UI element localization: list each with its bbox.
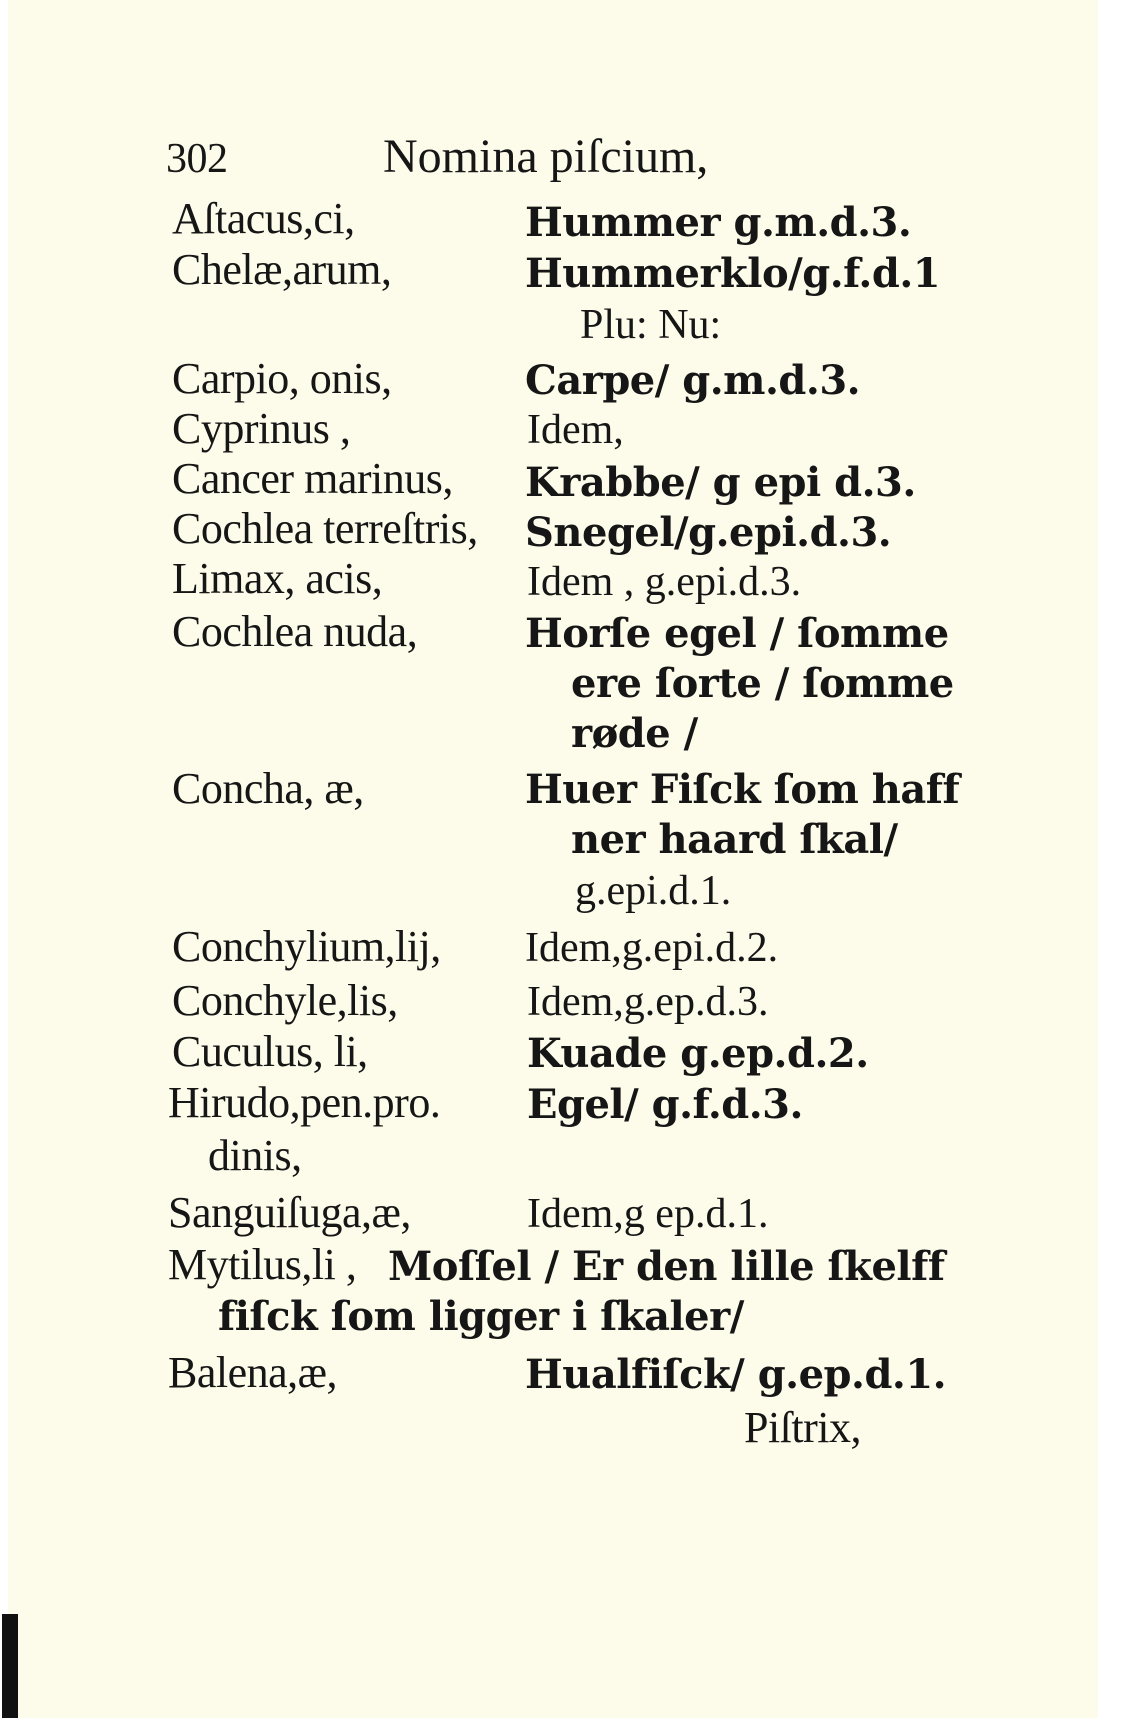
entry-danish: Moſſel / Er den lille ſkelff: [388, 1243, 945, 1290]
entry-latin: Conchyle,lis,: [172, 976, 398, 1025]
entry-latin: Hirudo,pen.pro.: [168, 1078, 441, 1127]
entry-latin: Cancer marinus,: [172, 454, 453, 503]
entry-danish: Hummer g.m.d.3.: [525, 199, 912, 246]
entry-danish: Idem,g ep.d.1.: [527, 1191, 769, 1237]
entry-latin: Aſtacus,ci,: [172, 194, 355, 243]
entry-danish: Idem,g.epi.d.2.: [525, 925, 779, 971]
entry-danish-cont: g.epi.d.1.: [575, 868, 732, 914]
entry-latin: Cuculus, li,: [172, 1027, 368, 1076]
entry-latin: Limax, acis,: [172, 554, 383, 603]
entry-danish: Hualfiſck/ g.ep.d.1.: [525, 1351, 947, 1398]
entry-latin: Cochlea nuda,: [172, 607, 418, 656]
entry-danish: Carpe/ g.m.d.3.: [525, 357, 861, 404]
entry-latin: Cochlea terreſtris,: [172, 504, 478, 553]
scan-edge-mark: [2, 1614, 18, 1718]
entry-latin: Carpio, onis,: [172, 354, 392, 403]
entry-danish: Huer Fiſck ſom haff: [525, 766, 960, 813]
entry-danish-cont: fiſck ſom ligger i ſkaler/: [218, 1293, 744, 1340]
entry-danish: Idem,: [527, 407, 624, 453]
entry-latin: Mytilus,li ,: [168, 1240, 357, 1289]
entry-danish: Krabbe/ g epi d.3.: [525, 459, 916, 506]
entry-danish: Egel/ g.f.d.3.: [527, 1081, 803, 1128]
entry-danish: Hummerklo/g.f.d.1: [525, 250, 941, 297]
entry-danish-cont: ner haard ſkal/: [571, 816, 898, 863]
page-number: 302: [166, 136, 228, 182]
entry-danish: Horſe egel / ſomme: [525, 610, 949, 657]
book-page: [8, 0, 1098, 1718]
entry-latin: Balena,æ,: [168, 1348, 338, 1397]
entry-latin: Conchylium,lij,: [172, 922, 441, 971]
running-title: Nomina piſcium,: [383, 130, 709, 183]
entry-latin: Concha, æ,: [172, 764, 364, 813]
entry-danish: Idem , g.epi.d.3.: [527, 559, 802, 605]
entry-grammar: Plu: Nu:: [580, 302, 722, 348]
entry-danish: Snegel/g.epi.d.3.: [525, 509, 892, 556]
entry-danish: Idem,g.ep.d.3.: [527, 979, 769, 1025]
entry-latin-cont: dinis,: [208, 1131, 302, 1180]
entry-latin: Chelæ,arum,: [172, 245, 392, 294]
entry-danish: Kuade g.ep.d.2.: [527, 1030, 869, 1077]
catchword: Piſtrix,: [744, 1403, 862, 1452]
entry-danish-cont: røde /: [571, 710, 698, 757]
entry-latin: Sanguiſuga,æ,: [168, 1188, 411, 1237]
entry-danish-cont: ere ſorte / ſomme: [571, 660, 954, 707]
entry-latin: Cyprinus ,: [172, 404, 351, 453]
